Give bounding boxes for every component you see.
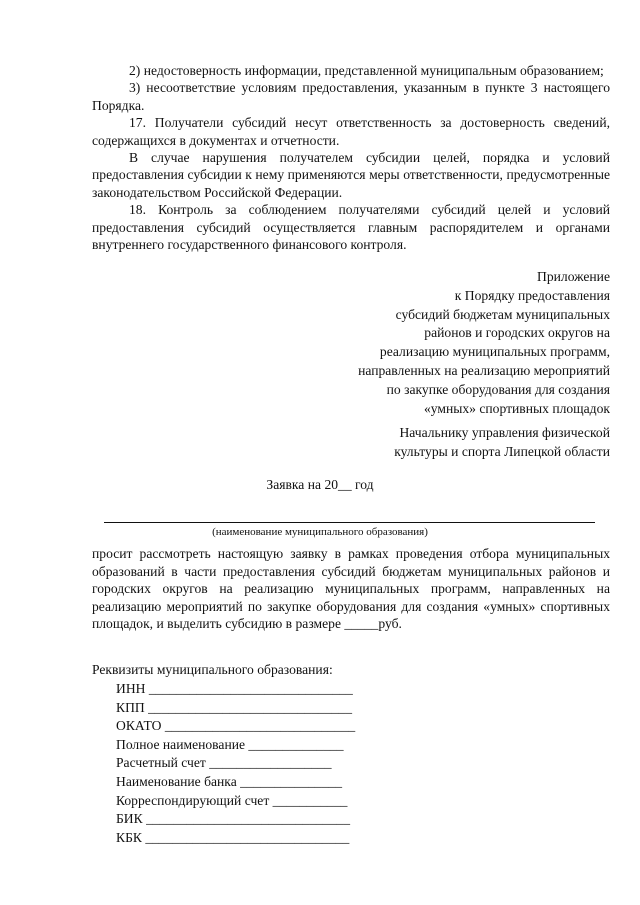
paragraph: 3) несоответствие условиям предоставления, указанным в пункте 3 настоящего Порядка.	[92, 80, 610, 113]
addressee-line: Начальнику управления физической	[399, 425, 610, 440]
requisite-bank-name: Наименование банка _______________	[116, 773, 343, 789]
requisite-inn: ИНН ______________________________	[116, 681, 353, 696]
appendix-line: «умных» спортивных площадок	[423, 400, 610, 416]
requisite-corr-account: Корреспондирующий счет ___________	[116, 792, 348, 808]
municipality-name-line	[104, 522, 595, 523]
requisite-kpp: КПП ______________________________	[116, 699, 353, 715]
addressee-line: культуры и спорта Липецкой области	[394, 444, 610, 459]
appendix-line: субсидий бюджетам муниципальных	[395, 306, 610, 322]
form-title: Заявка на 20__ год	[266, 477, 374, 492]
paragraph: 17. Получатели субсидий несут ответственность за достоверность сведений, содержащихся в документах и отчетности.	[92, 115, 610, 148]
appendix-line: районов и городских округов на	[424, 325, 610, 341]
paragraph: 2) недостоверность информации, представленной муниципальным образованием;	[129, 63, 604, 78]
requisite-kbk: КБК ______________________________	[116, 829, 350, 845]
requisite-full-name: Полное наименование ______________	[116, 736, 344, 752]
paragraph: 18. Контроль за соблюдением получателями субсидий целей и условий предоставления субсидий осуществляется главным распорядителем и органами внутреннего государственного финансового контроля.	[92, 202, 610, 253]
appendix-line: Приложение	[537, 269, 610, 284]
request-text: просит рассмотреть настоящую заявку в рамках проведения отбора муниципальных образований в части предоставления субсидий бюджетам муниципальных районов и городских округов на реализацию муниципальных программ, направленных на реализацию мероприятий по закупке оборудования для создания «умных» спортивных площадок, и выделить субсидию в размере _____руб.	[92, 546, 610, 632]
requisites-list	[116, 680, 355, 847]
appendix-line: по закупке оборудования для создания	[386, 381, 610, 397]
appendix-header	[270, 268, 610, 418]
addressee	[270, 423, 610, 461]
appendix-line: к Порядку предоставления	[454, 287, 610, 303]
paragraph: В случае нарушения получателем субсидии целей, порядка и условий предоставления субсидии к нему применяются меры ответственности, предусмотренные законодательством Российской Федерации.	[92, 150, 610, 200]
body-paragraphs	[92, 62, 610, 253]
municipality-caption: (наименование муниципального образования)	[212, 526, 428, 538]
requisite-okato: ОКАТО ____________________________	[116, 718, 356, 734]
requisite-account: Расчетный счет __________________	[116, 755, 332, 771]
requisite-bik: БИК ______________________________	[116, 811, 350, 827]
appendix-line: направленных на реализацию мероприятий	[358, 362, 610, 378]
requisites-title: Реквизиты муниципального образования:	[92, 662, 333, 677]
appendix-line: реализацию муниципальных программ,	[379, 344, 610, 360]
